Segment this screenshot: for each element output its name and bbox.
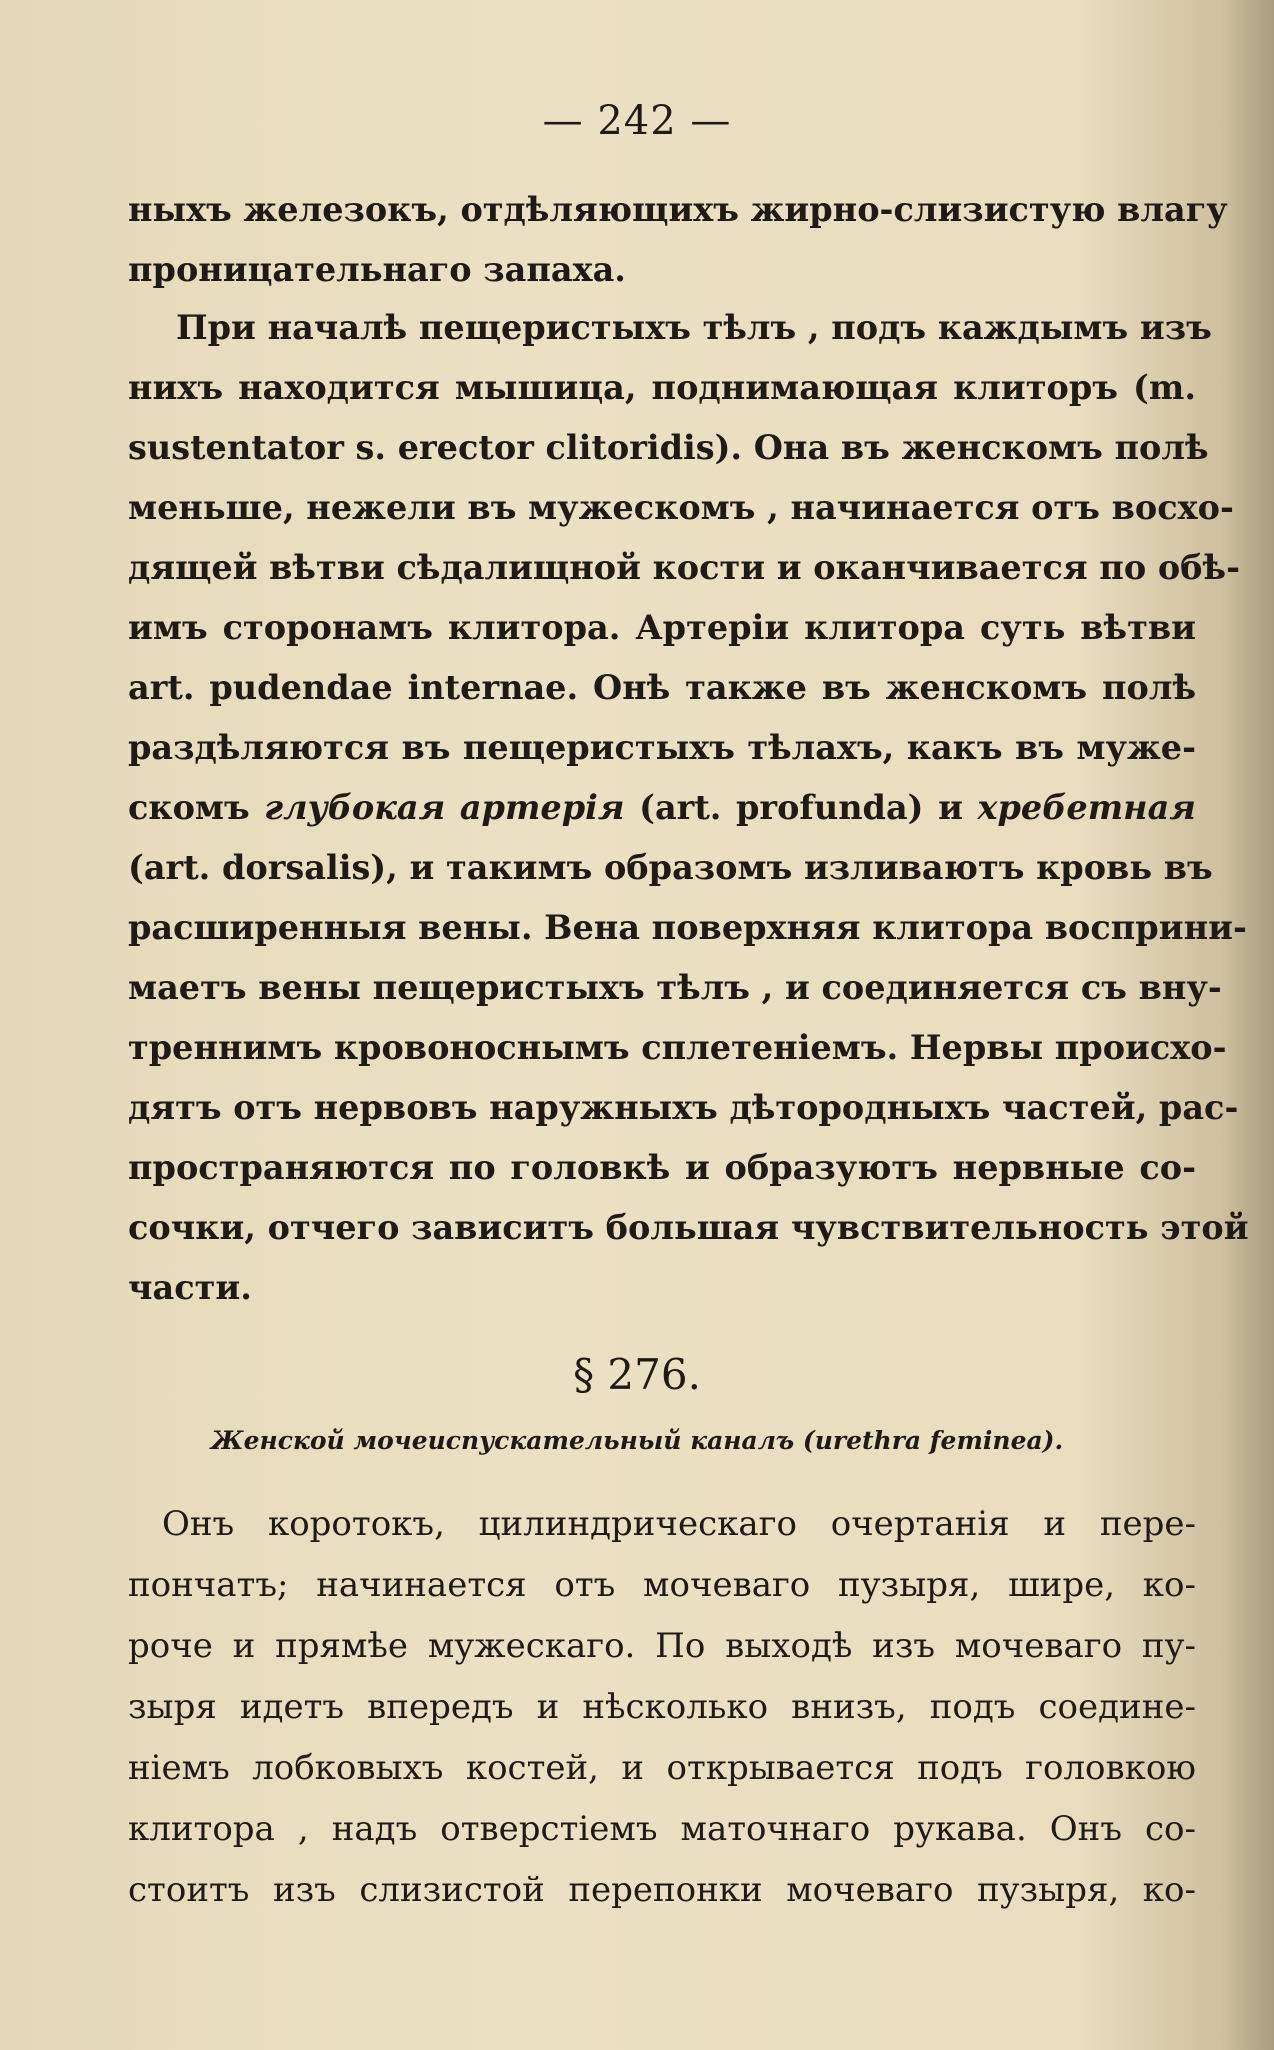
text-run: (art. profunda) и [624, 788, 978, 827]
text-line: art. pudendae internae. Онѣ также въ женскомъ полѣ [128, 668, 1196, 707]
text-line: расширенныя вены. Вена поверхняя клитора восприни- [128, 908, 1247, 947]
text-line: При началѣ пещеристыхъ тѣлъ , подъ каждымъ изъ [176, 308, 1212, 347]
text-line: зыря идетъ впередъ и нѣсколько внизъ, подъ соедине- [128, 1687, 1196, 1727]
section-number: § 276. [573, 1350, 701, 1399]
text-line: стоитъ изъ слизистой перепонки мочеваго пузыря, ко- [128, 1870, 1196, 1910]
text-line: ніемъ лобковыхъ костей, и открывается подъ головкою [128, 1748, 1196, 1788]
text-line: пространяются по головкѣ и образуютъ нервные со- [128, 1148, 1196, 1187]
text-line-with-italics [128, 778, 1196, 838]
italic-term: хребетная [977, 788, 1196, 827]
text-line: sustentator s. erector clitoridis). Она въ женскомъ полѣ [128, 428, 1209, 467]
text-line: дятъ отъ нервовъ наружныхъ дѣтородныхъ частей, рас- [128, 1088, 1239, 1127]
page-number: — 242 — [542, 98, 732, 144]
text-line: части. [128, 1268, 252, 1307]
text-line: треннимъ кровоноснымъ сплетеніемъ. Нервы происхо- [128, 1028, 1227, 1067]
text-line: раздѣляются въ пещеристыхъ тѣлахъ, какъ въ муже- [128, 728, 1196, 767]
paragraph-continuation [128, 180, 1228, 300]
text-line: ныхъ железокъ, отдѣляющихъ жирно-слизистую влагу [128, 190, 1228, 229]
text-line: клитора , надъ отверстіемъ маточнаго рукава. Онъ со- [128, 1809, 1196, 1849]
text-line: роче и прямѣе мужескаго. По выходѣ изъ мочеваго пу- [128, 1626, 1196, 1666]
paragraph-urethra [128, 1494, 1196, 1921]
text-line: маетъ вены пещеристыхъ тѣлъ , и соединяется съ вну- [128, 968, 1222, 1007]
text-line: имъ сторонамъ клитора. Артеріи клитора суть вѣтви [128, 608, 1196, 647]
italic-term: глубокая артерія [264, 788, 625, 827]
text-run: скомъ [128, 788, 265, 827]
text-line: пончатъ; начинается отъ мочеваго пузыря, шире, ко- [128, 1565, 1196, 1605]
text-line: проницательнаго запаха. [128, 250, 626, 289]
text-line: сочки, отчего зависитъ большая чувствительность этой [128, 1208, 1249, 1247]
text-line: дящей вѣтви сѣдалищной кости и оканчивается по обѣ- [128, 548, 1240, 587]
paragraph-muscle-arteries [128, 298, 1249, 1318]
text-line: (art. dorsalis), и такимъ образомъ изливаютъ кровь въ [128, 848, 1213, 887]
text-line: меньше, нежели въ мужескомъ , начинается отъ восхо- [128, 488, 1234, 527]
text-line: нихъ находится мышица, поднимающая клиторъ (m. [128, 368, 1196, 407]
section-title: Женской мочеиспускательный каналъ (urethra feminea). [210, 1426, 1064, 1455]
text-line: Онъ коротокъ, цилиндрическаго очертанія и пере- [162, 1504, 1196, 1544]
